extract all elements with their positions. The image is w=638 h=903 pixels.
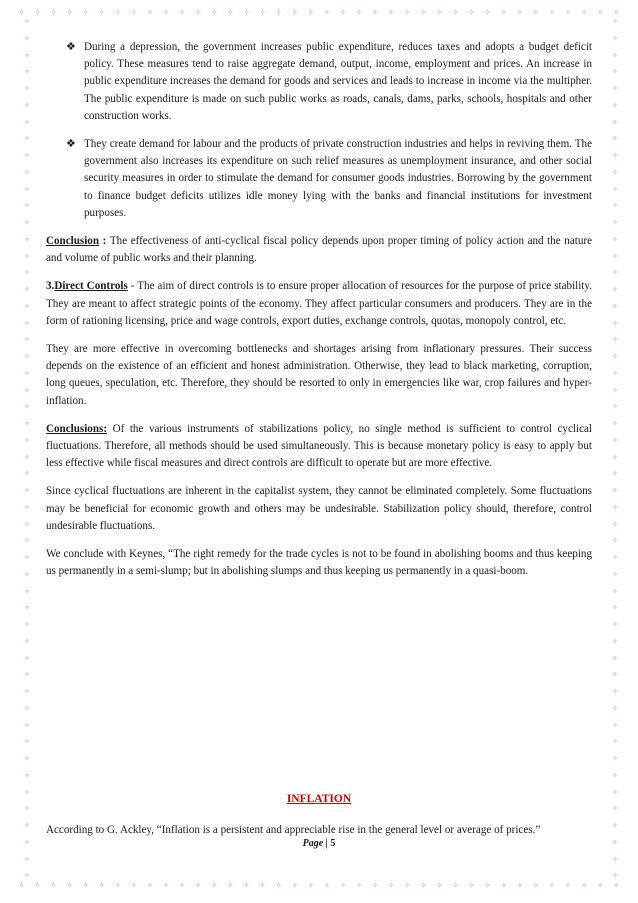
border-ornament-icon: ✧ — [259, 881, 266, 890]
border-ornament-icon: ✧ — [275, 881, 282, 890]
border-ornament-icon: ✧ — [23, 419, 31, 428]
border-ornament-icon: ✧ — [23, 653, 31, 663]
conclusions-label: Conclusions: — [46, 422, 108, 435]
border-ornament-icon: ✧ — [227, 881, 234, 890]
border-ornament-icon: ✧ — [611, 285, 619, 294]
cyclical-fluctuations-paragraph: Since cyclical fluctuations are inherent in the capitalist system, they cannot be eliminated completely. Some fluctuations may be beneficial for economic growth and others may be undesirable. Stabilization policy should, therefore, control undesirable fluctuations. — [46, 485, 592, 532]
direct-controls-heading: Direct Controls — [54, 280, 128, 293]
border-ornament-icon: ✧ — [468, 8, 475, 17]
border-ornament-icon: ✧ — [23, 100, 31, 110]
border-ornament-icon: ✧ — [611, 586, 619, 596]
border-ornament-icon: ✧ — [23, 84, 31, 93]
border-ornament-icon: ✧ — [178, 8, 186, 17]
border-ornament-icon: ✧ — [23, 804, 31, 814]
border-ornament-icon: ✧ — [419, 881, 427, 890]
border-ornament-icon: ✧ — [611, 335, 619, 345]
border-ornament-icon: ✧ — [23, 134, 31, 144]
border-ornament-icon: ✧ — [23, 586, 31, 596]
document-body — [46, 39, 592, 591]
border-ornament-icon: ✧ — [23, 603, 31, 613]
border-ornament-icon: ✧ — [611, 804, 619, 814]
border-ornament-icon: ✧ — [580, 881, 588, 890]
border-ornament-icon: ✧ — [611, 368, 619, 378]
border-ornament-icon: ✧ — [611, 502, 619, 512]
border-ornament-icon: ✧ — [532, 881, 540, 890]
border-ornament-icon: ✧ — [611, 268, 619, 278]
border-ornament-icon: ✧ — [23, 368, 31, 378]
border-ornament-icon: ✧ — [611, 837, 619, 847]
border-ornament-icon: ✧ — [580, 8, 588, 17]
border-ornament-icon: ✧ — [611, 151, 619, 160]
border-ornament-icon: ✧ — [323, 881, 331, 890]
bullet-paragraph-depression — [46, 39, 592, 125]
border-ornament-icon: ✧ — [611, 184, 619, 194]
border-ornament-icon: ✧ — [468, 881, 475, 890]
border-ornament-icon: ✧ — [611, 67, 619, 77]
border-ornament-icon: ✧ — [611, 636, 619, 646]
border-ornament-icon: ✧ — [611, 435, 619, 445]
border-ornament-icon: ✧ — [23, 871, 31, 881]
keynes-quote-paragraph: We conclude with Keynes, “The right remedy for the trade cycles is not to be found in abolishing booms and thus keeping us permanently in a semi-slump; but in abolishing slumps and thus keeping us permanently in a quasi-boom. — [46, 548, 592, 578]
border-ornament-icon: ✧ — [23, 837, 31, 847]
border-ornament-icon: ✧ — [23, 854, 31, 864]
conclusion-label: Conclusion — [46, 235, 100, 248]
border-ornament-icon: ✧ — [611, 167, 619, 177]
border-ornament-icon: ✧ — [23, 352, 31, 361]
border-ornament-icon: ✧ — [50, 8, 57, 17]
border-ornament-icon: ✧ — [23, 234, 31, 244]
border-ornament-icon: ✧ — [23, 301, 31, 311]
ackley-quote: According to G. Ackley, “Inflation is a persistent and appreciable rise in the general level or average of prices.” — [46, 824, 541, 836]
border-ornament-icon: ✧ — [23, 385, 31, 395]
border-ornament-icon: ✧ — [612, 8, 620, 17]
border-ornament-icon: ✧ — [611, 251, 619, 261]
border-ornament-icon: ✧ — [611, 486, 619, 495]
border-ornament-icon: ✧ — [23, 553, 31, 562]
border-ornament-icon: ✧ — [23, 18, 31, 26]
border-ornament-icon: ✧ — [194, 881, 202, 890]
border-ornament-icon: ✧ — [403, 881, 411, 890]
border-ornament-icon: ✧ — [323, 8, 331, 17]
border-ornament-icon: ✧ — [146, 8, 154, 17]
page-separator: | — [323, 838, 331, 849]
border-ornament-icon: ✧ — [23, 636, 31, 646]
border-ornament-icon: ✧ — [611, 620, 619, 629]
border-ornament-icon: ✧ — [419, 8, 427, 17]
bullet-text: During a depression, the government increases public expenditure, reduces taxes and adopts a budget deficit policy. These measures tend to raise aggregate demand, output, income, employment and prices. An increase in public expenditure increases the demand for goods and services and leads to increase in income via the multipher. The public expenditure is made on such public works as roads, canals, dams, parks, schools, hospitals and other construction works. — [84, 41, 592, 122]
border-ornament-icon: ✧ — [596, 881, 604, 890]
page-border-left — [20, 18, 34, 881]
border-ornament-icon: ✧ — [23, 821, 31, 830]
border-ornament-icon: ✧ — [259, 8, 266, 17]
border-ornament-icon: ✧ — [548, 8, 556, 17]
effectiveness-paragraph: They are more effective in overcoming bottlenecks and shortages arising from inflationary pressures. Their success depends on the existence of an efficient and honest administration. Otherwise, they lead to black marketing, corruption, long queues, speculation, etc. Therefore, they should be resorted to only in emergencies like war, crop failures and hyper-inflation. — [46, 343, 592, 407]
border-ornament-icon: ✧ — [596, 8, 604, 17]
border-ornament-icon: ✧ — [23, 318, 31, 328]
border-ornament-icon: ✧ — [23, 435, 31, 445]
border-ornament-icon: ✧ — [339, 881, 347, 890]
border-ornament-icon: ✧ — [500, 8, 508, 17]
border-ornament-icon: ✧ — [611, 703, 619, 713]
border-ornament-icon: ✧ — [23, 486, 31, 495]
border-ornament-icon: ✧ — [611, 419, 619, 428]
border-ornament-icon: ✧ — [23, 502, 31, 512]
border-ornament-icon: ✧ — [452, 881, 459, 890]
diamond-bullet-icon: ❖ — [66, 138, 76, 151]
border-ornament-icon: ✧ — [114, 8, 122, 17]
bullet-paragraph-demand — [46, 136, 592, 222]
border-ornament-icon: ✧ — [23, 67, 31, 77]
border-ornament-icon: ✧ — [66, 8, 73, 17]
border-ornament-icon: ✧ — [452, 8, 459, 17]
border-ornament-icon: ✧ — [130, 8, 138, 17]
border-ornament-icon: ✧ — [611, 100, 619, 110]
border-ornament-icon: ✧ — [484, 8, 491, 17]
border-ornament-icon: ✧ — [291, 881, 299, 890]
border-ornament-icon: ✧ — [355, 881, 363, 890]
border-ornament-icon: ✧ — [23, 687, 31, 696]
page-border-right — [608, 18, 622, 881]
border-ornament-icon: ✧ — [34, 8, 41, 17]
border-ornament-icon: ✧ — [500, 881, 508, 890]
border-ornament-icon: ✧ — [23, 787, 31, 797]
border-ornament-icon: ✧ — [436, 881, 443, 890]
border-ornament-icon: ✧ — [611, 603, 619, 613]
border-ornament-icon: ✧ — [82, 8, 90, 17]
border-ornament-icon: ✧ — [564, 881, 572, 890]
bullet-text: They create demand for labour and the products of private construction industries and helps in reviving them. The government also increases its expenditure on such relief measures as unemployment insurance, and other social security measures in order to stimulate the demand for consumer goods industries. Borrowing by the government to finance budget deficits utilizes idle money lying with the banks and financial institutions for investment purposes. — [84, 138, 592, 219]
border-ornament-icon: ✧ — [611, 352, 619, 361]
border-ornament-icon: ✧ — [403, 8, 411, 17]
direct-controls-text: - The aim of direct controls is to ensure proper allocation of resources for the purpose of price stability. They are meant to affect strategic points of the economy. They affect particular consumers and producers. They are in the form of rationing licensing, price and wage controls, export duties, exchange controls, quotas, monopoly control, etc. — [46, 280, 592, 327]
border-ornament-icon: ✧ — [66, 881, 73, 890]
border-ornament-icon: ✧ — [611, 234, 619, 244]
border-ornament-icon: ✧ — [23, 335, 31, 345]
border-ornament-icon: ✧ — [23, 151, 31, 160]
border-ornament-icon: ✧ — [611, 519, 619, 529]
border-ornament-icon: ✧ — [307, 881, 315, 890]
border-ornament-icon: ✧ — [611, 687, 619, 696]
border-ornament-icon: ✧ — [23, 620, 31, 629]
direct-controls-paragraph — [46, 278, 592, 330]
border-ornament-icon: ✧ — [23, 251, 31, 261]
border-ornament-icon: ✧ — [23, 519, 31, 529]
conclusion-paragraph — [46, 233, 592, 267]
border-ornament-icon: ✧ — [611, 821, 619, 830]
border-ornament-icon: ✧ — [23, 670, 31, 680]
border-ornament-icon: ✧ — [611, 653, 619, 663]
border-ornament-icon: ✧ — [23, 469, 31, 479]
border-ornament-icon: ✧ — [611, 787, 619, 797]
border-ornament-icon: ✧ — [611, 553, 619, 562]
border-ornament-icon: ✧ — [307, 8, 315, 17]
inflation-heading: INFLATION — [286, 793, 352, 805]
border-ornament-icon: ✧ — [162, 881, 170, 890]
border-ornament-icon: ✧ — [611, 871, 619, 881]
border-ornament-icon: ✧ — [611, 201, 619, 211]
border-ornament-icon: ✧ — [23, 218, 31, 227]
border-ornament-icon: ✧ — [23, 268, 31, 278]
page-label: Page — [302, 838, 324, 849]
section-number: 3. — [46, 280, 55, 293]
border-ornament-icon: ✧ — [611, 18, 619, 26]
border-ornament-icon: ✧ — [98, 8, 106, 17]
border-ornament-icon: ✧ — [23, 33, 31, 43]
border-ornament-icon: ✧ — [355, 8, 363, 17]
border-ornament-icon: ✧ — [564, 8, 572, 17]
border-ornament-icon: ✧ — [98, 881, 106, 890]
border-ornament-icon: ✧ — [611, 452, 619, 462]
border-ornament-icon: ✧ — [23, 536, 31, 546]
border-ornament-icon: ✧ — [23, 285, 31, 294]
border-ornament-icon: ✧ — [436, 8, 443, 17]
border-ornament-icon: ✧ — [23, 770, 31, 780]
border-ornament-icon: ✧ — [227, 8, 234, 17]
border-ornament-icon: ✧ — [23, 703, 31, 713]
border-ornament-icon: ✧ — [611, 318, 619, 328]
border-ornament-icon: ✧ — [162, 8, 170, 17]
border-ornament-icon: ✧ — [34, 881, 41, 890]
border-ornament-icon: ✧ — [23, 569, 31, 579]
border-ornament-icon: ✧ — [611, 301, 619, 311]
border-ornament-icon: ✧ — [371, 881, 379, 890]
border-ornament-icon: ✧ — [23, 754, 31, 763]
border-ornament-icon: ✧ — [611, 402, 619, 412]
border-ornament-icon: ✧ — [611, 469, 619, 479]
conclusions-paragraph — [46, 421, 592, 473]
border-ornament-icon: ✧ — [611, 670, 619, 680]
border-ornament-icon: ✧ — [387, 8, 395, 17]
border-ornament-icon: ✧ — [516, 881, 524, 890]
border-ornament-icon: ✧ — [611, 737, 619, 747]
border-ornament-icon: ✧ — [611, 854, 619, 864]
border-ornament-icon: ✧ — [291, 8, 299, 17]
border-ornament-icon: ✧ — [611, 134, 619, 144]
page-footer — [0, 838, 638, 849]
border-ornament-icon: ✧ — [243, 881, 250, 890]
border-ornament-icon: ✧ — [611, 385, 619, 395]
border-ornament-icon: ✧ — [611, 50, 619, 60]
border-ornament-icon: ✧ — [611, 117, 619, 127]
border-ornament-icon: ✧ — [611, 569, 619, 579]
border-ornament-icon: ✧ — [23, 402, 31, 412]
border-ornament-icon: ✧ — [114, 881, 122, 890]
border-ornament-icon: ✧ — [18, 881, 25, 890]
border-ornament-icon: ✧ — [82, 881, 90, 890]
border-ornament-icon: ✧ — [50, 881, 57, 890]
border-ornament-icon: ✧ — [23, 117, 31, 127]
border-ornament-icon: ✧ — [23, 50, 31, 60]
border-ornament-icon: ✧ — [611, 218, 619, 227]
border-ornament-icon: ✧ — [178, 881, 186, 890]
border-ornament-icon: ✧ — [18, 8, 25, 17]
page-border-bottom — [18, 879, 620, 893]
border-ornament-icon: ✧ — [516, 8, 524, 17]
border-ornament-icon: ✧ — [23, 720, 31, 730]
border-ornament-icon: ✧ — [387, 881, 395, 890]
border-ornament-icon: ✧ — [210, 8, 218, 17]
border-ornament-icon: ✧ — [484, 881, 491, 890]
border-ornament-icon: ✧ — [23, 452, 31, 462]
border-ornament-icon: ✧ — [243, 8, 250, 17]
conclusion-text: The effectiveness of anti-cyclical fiscal policy depends upon proper timing of policy action and the nature and volume of public works and their planning. — [46, 235, 592, 265]
border-ornament-icon: ✧ — [194, 8, 202, 17]
border-ornament-icon: ✧ — [371, 8, 379, 17]
conclusions-text: Of the various instruments of stabilizations policy, no single method is sufficient to control cyclical fluctuations. Therefore, all methods should be used simultaneously. This is because monetary policy is easy to apply but less effective while fiscal measures and direct controls are difficult to operate but are more effective. — [46, 422, 592, 470]
diamond-bullet-icon: ❖ — [66, 41, 76, 53]
border-ornament-icon: ✧ — [23, 167, 31, 177]
border-ornament-icon: ✧ — [611, 770, 619, 780]
conclusion-separator: : — [99, 235, 110, 248]
border-ornament-icon: ✧ — [548, 881, 556, 890]
border-ornament-icon: ✧ — [532, 8, 540, 17]
border-ornament-icon: ✧ — [23, 737, 31, 747]
border-ornament-icon: ✧ — [23, 184, 31, 194]
border-ornament-icon: ✧ — [146, 881, 154, 890]
border-ornament-icon: ✧ — [130, 881, 138, 890]
border-ornament-icon: ✧ — [611, 536, 619, 546]
border-ornament-icon: ✧ — [275, 8, 282, 17]
border-ornament-icon: ✧ — [23, 201, 31, 211]
border-ornament-icon: ✧ — [339, 8, 347, 17]
border-ornament-icon: ✧ — [611, 754, 619, 763]
border-ornament-icon: ✧ — [611, 84, 619, 93]
page-number: 5 — [330, 838, 336, 849]
page-border-top — [18, 6, 620, 20]
border-ornament-icon: ✧ — [611, 33, 619, 43]
border-ornament-icon: ✧ — [612, 881, 620, 890]
border-ornament-icon: ✧ — [611, 720, 619, 730]
border-ornament-icon: ✧ — [210, 881, 218, 890]
